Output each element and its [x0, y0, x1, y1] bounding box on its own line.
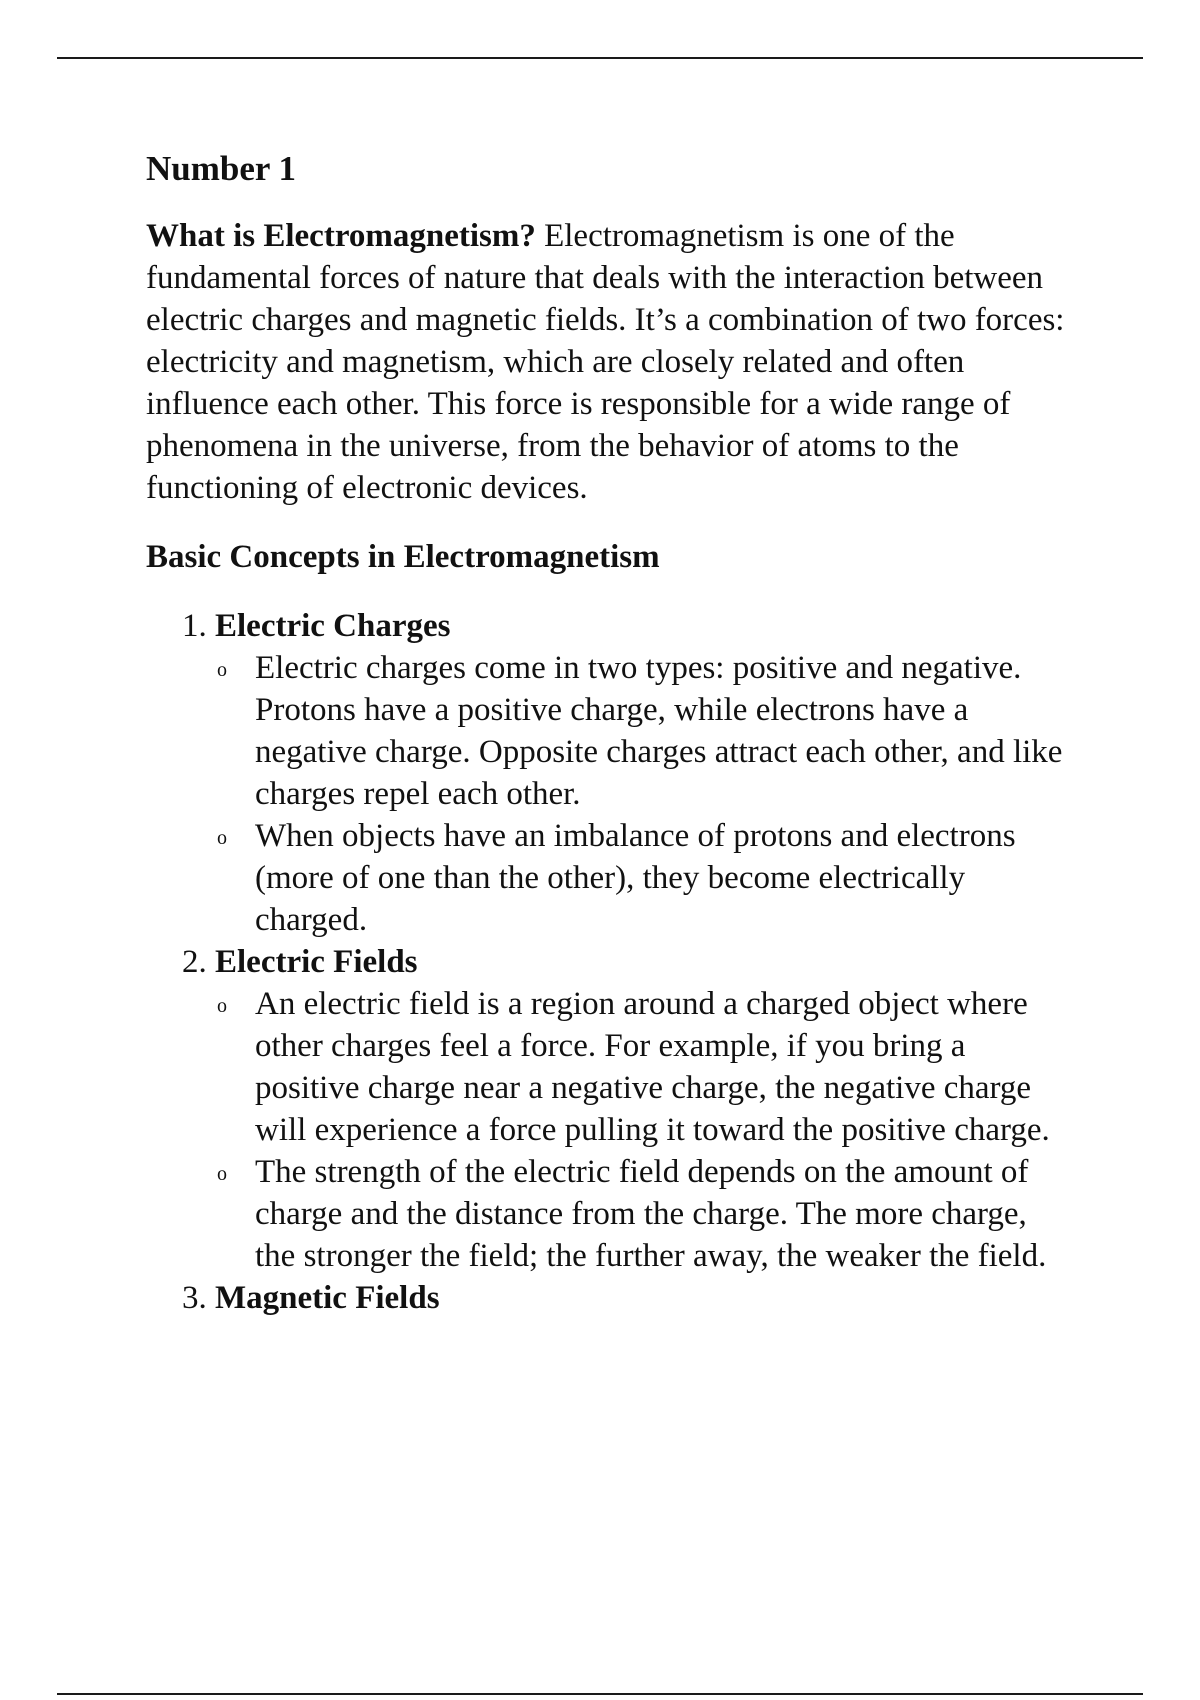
concept-item	[182, 941, 1086, 1277]
concept-points	[182, 647, 1086, 941]
bullet-icon: o	[217, 827, 227, 849]
intro-lead: What is Electromagnetism?	[146, 218, 536, 254]
point-text: Electric charges come in two types: positive and negative. Protons have a positive charge, while electrons have a negative charge. Opposite charges attract each other, and like charges repel each other.	[255, 650, 1063, 812]
concept-item	[182, 1277, 1086, 1319]
bullet-icon: o	[217, 659, 227, 681]
section-title: Basic Concepts in Electromagnetism	[146, 539, 660, 575]
list-item	[217, 983, 1086, 1151]
concept-title: Electric Charges	[215, 608, 451, 644]
bottom-rule	[57, 1693, 1143, 1695]
top-rule	[57, 57, 1143, 59]
bullet-icon: o	[217, 995, 227, 1017]
concept-item	[182, 605, 1086, 941]
concept-title: Magnetic Fields	[215, 1280, 440, 1316]
point-text: When objects have an imbalance of protons and electrons (more of one than the other), they become electrically charged.	[255, 818, 1016, 938]
concepts-list	[146, 605, 1086, 1319]
document-body	[146, 148, 1086, 1319]
bullet-icon: o	[217, 1163, 227, 1185]
point-text: An electric field is a region around a charged object where other charges feel a force. For example, if you bring a positive charge near a negative charge, the negative charge will experience a force pulling it toward the positive charge.	[255, 986, 1050, 1148]
intro-text: Electromagnetism is one of the fundamental forces of nature that deals with the interaction between electric charges and magnetic fields. It’s a combination of two forces: electricity and magnetism, which are closely related and often influence each other. This force is responsible for a wide range of phenomena in the universe, from the behavior of atoms to the functioning of electronic devices.	[146, 218, 1065, 506]
concept-number: 2.	[182, 944, 207, 980]
concept-number: 1.	[182, 608, 207, 644]
concept-title: Electric Fields	[215, 944, 418, 980]
list-item	[217, 647, 1086, 815]
list-item	[217, 815, 1086, 941]
point-text: The strength of the electric field depends on the amount of charge and the distance from the charge. The more charge, the stronger the field; the further away, the weaker the field.	[255, 1154, 1047, 1274]
concept-number: 3.	[182, 1280, 207, 1316]
page-heading: Number 1	[146, 149, 297, 188]
intro-paragraph	[146, 215, 1086, 509]
concept-points	[182, 983, 1086, 1277]
list-item	[217, 1151, 1086, 1277]
